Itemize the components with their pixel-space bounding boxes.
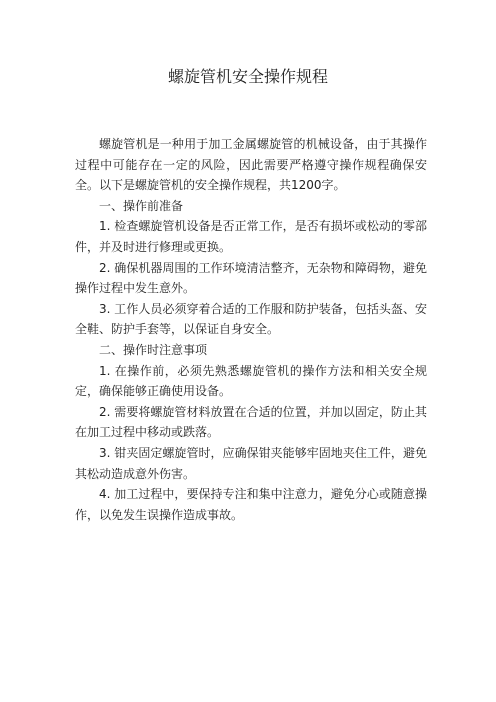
section-heading-operation: 二、操作时注意事项 <box>99 342 208 357</box>
section-heading-preparation: 一、操作前准备 <box>99 198 184 213</box>
operation-item-3: 3. 钳夹固定螺旋管时，应确保钳夹能够牢固地夹住工件，避免其松动造成意外伤害。 <box>75 445 427 481</box>
operation-item-1: 1. 在操作前，必须先熟悉螺旋管机的操作方法和相关安全规定，确保能够正确使用设备。 <box>75 363 427 399</box>
intro-paragraph: 螺旋管机是一种用于加工金属螺旋管的机械设备，由于其操作过程中可能存在一定的风险，因此需要严格遵守操作规程确保安全。以下是螺旋管机的安全操作规程，共1200字。 <box>75 137 427 193</box>
operation-item-2: 2. 需要将螺旋管材料放置在合适的位置，并加以固定，防止其在加工过程中移动或跌落。 <box>75 404 427 440</box>
document-title: 螺旋管机安全操作规程 <box>167 67 328 86</box>
document-body <box>75 134 427 525</box>
operation-item-4: 4. 加工过程中，要保持专注和集中注意力，避免分心或随意操作，以免发生误操作造成事故。 <box>75 487 427 522</box>
preparation-item-2: 2. 确保机器周围的工作环境清洁整齐，无杂物和障碍物，避免操作过程中发生意外。 <box>75 260 427 296</box>
preparation-item-3: 3. 工作人员必须穿着合适的工作服和防护装备，包括头盔、安全鞋、防护手套等，以保证自身安全。 <box>75 301 427 337</box>
preparation-item-1: 1. 检查螺旋管机设备是否正常工作，是否有损坏或松动的零部件，并及时进行修理或更换。 <box>75 219 427 254</box>
